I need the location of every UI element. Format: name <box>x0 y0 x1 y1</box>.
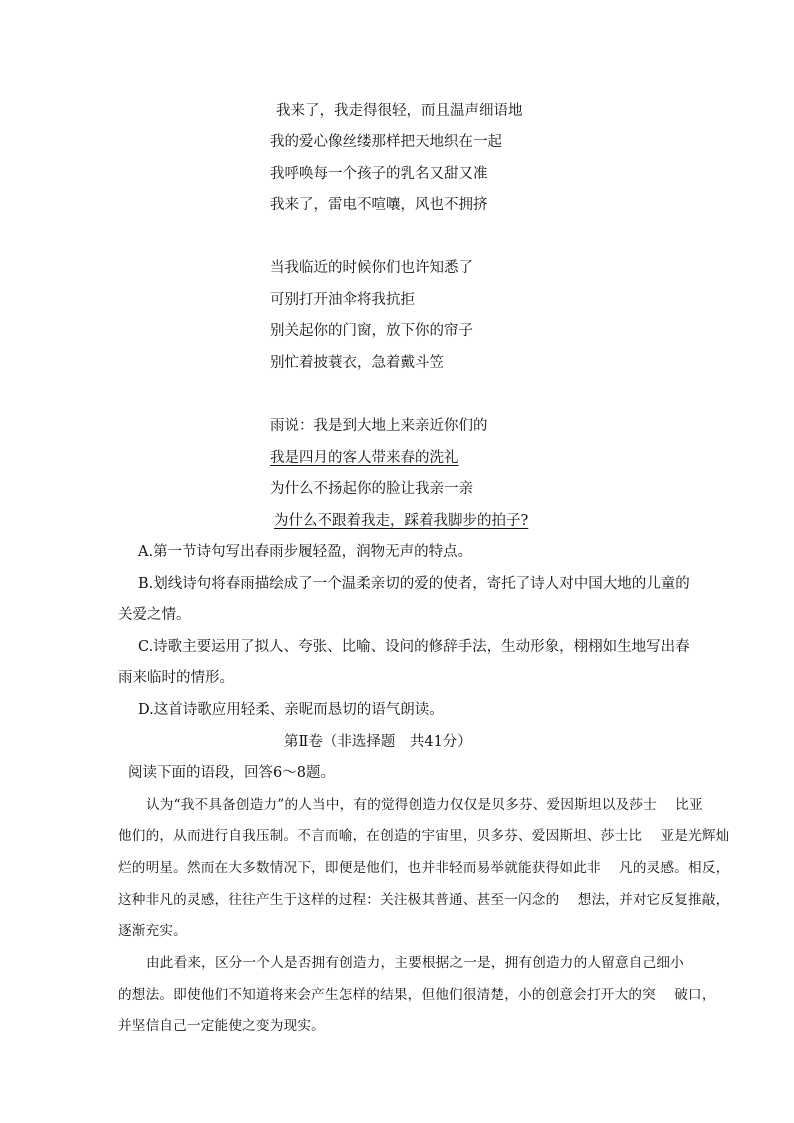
poem-line: 为什么不扬起你的脸让我亲一亲 <box>270 481 473 497</box>
reading-instruction: 阅读下面的语段，回答6～8题。 <box>128 765 335 781</box>
option-c-continued: 雨来临时的情形。 <box>118 670 234 686</box>
poem-line-underlined: 我是四月的客人带来春的洗礼 <box>270 450 459 466</box>
passage-line: 认为“我不具备创造力”的人当中，有的觉得创造力仅仅是贝多芬、爱因斯坦以及莎士 比亚 <box>146 797 703 813</box>
poem-line: 我来了，雷电不喧嚷，风也不拥挤 <box>270 197 488 213</box>
poem-line: 当我临近的时候你们也许知悉了 <box>270 260 473 276</box>
option-d: D.这首诗歌应用轻柔、亲昵而恳切的语气朗读。 <box>138 702 444 718</box>
option-b-continued: 关爱之情。 <box>118 607 191 623</box>
passage-line: 这种非凡的灵感，往往产生于这样的过程：关注极其普通、甚至一闪念的 想法，并对它反复推敲， <box>118 892 730 908</box>
poem-line: 我来了，我走得很轻，而且温声细语地 <box>276 103 523 119</box>
option-c: C.诗歌主要运用了拟人、夸张、比喻、设问的修辞手法，生动形象，栩栩如生地写出春 <box>138 639 690 655</box>
passage-line: 并坚信自己一定能使之变为现实。 <box>118 1018 325 1034</box>
passage-line: 他们的，从而进行自我压制。不言而喻，在创造的宇宙里，贝多芬、爱因斯坦、莎士比 亚是光辉灿 <box>118 828 730 844</box>
passage-line: 的想法。即使他们不知道将来会产生怎样的结果，但他们很清楚，小的创意会打开大的突 破口， <box>118 987 716 1003</box>
passage-line: 由此看来，区分一个人是否拥有创造力，主要根据之一是，拥有创造力的人留意自己细小 <box>146 955 684 971</box>
poem-line: 雨说：我是到大地上来亲近你们的 <box>270 418 488 434</box>
option-a: A.第一节诗句写出春雨步履轻盈，润物无声的特点。 <box>138 544 473 560</box>
poem-line: 我的爱心像丝缕那样把天地织在一起 <box>270 134 502 150</box>
passage-line: 逐渐充实。 <box>118 923 187 939</box>
section-title: 第Ⅱ卷（非选择题 共41分） <box>284 734 472 750</box>
passage-line: 烂的明星。然而在大多数情况下，即便是他们，也并非轻而易举就能获得如此非 凡的灵感。相反， <box>118 860 730 876</box>
poem-line: 别关起你的门窗，放下你的帘子 <box>270 323 473 339</box>
poem-line: 可别打开油伞将我抗拒 <box>270 292 415 308</box>
poem-line: 我呼唤每一个孩子的乳名又甜又准 <box>270 166 488 182</box>
poem-line-underlined: 为什么不跟着我走，踩着我脚步的拍子? <box>274 513 529 529</box>
poem-line: 别忙着披蓑衣，急着戴斗笠 <box>270 355 444 371</box>
option-b: B.划线诗句将春雨描绘成了一个温柔亲切的爱的使者，寄托了诗人对中国大地的儿童的 <box>138 576 690 592</box>
